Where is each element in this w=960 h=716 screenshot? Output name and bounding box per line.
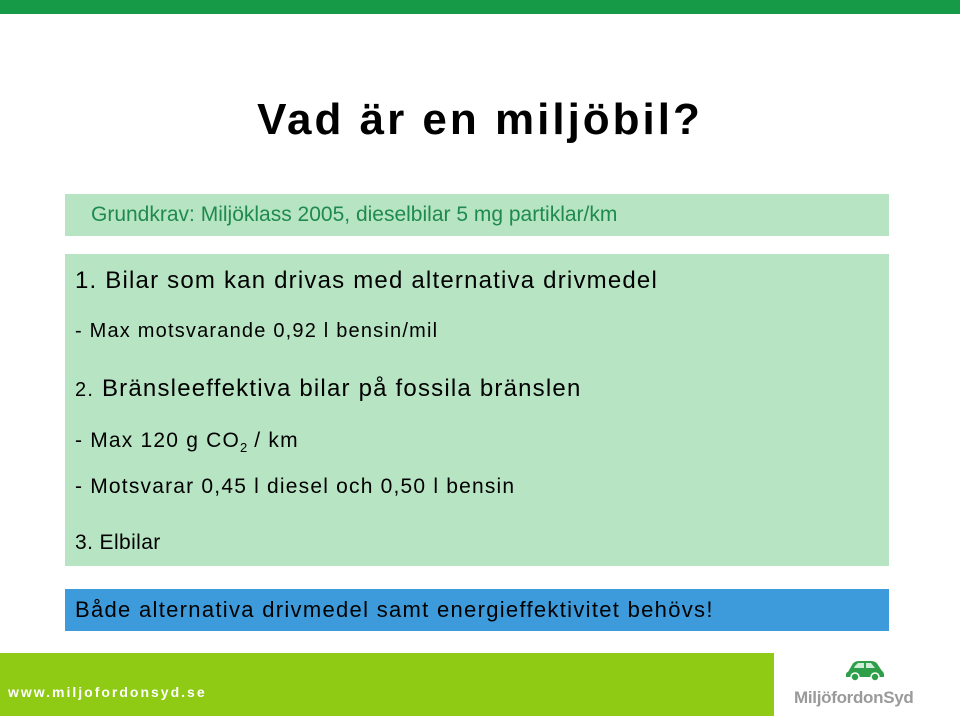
criterion-1-detail: - Max motsvarande 0,92 l bensin/mil [75,320,439,342]
criterion-3-heading: 3. Elbilar [75,531,161,554]
conclusion-box [65,589,889,631]
criterion-2-heading-line [75,374,582,405]
conclusion-text: Både alternativa drivmedel samt energieffektivitet behövs! [75,597,714,622]
criterion-2-detail-equivalent: - Motsvarar 0,45 l diesel och 0,50 l bensin [75,475,516,498]
criterion-1-heading: 1. Bilar som kan drivas med alternativa drivmedel [75,267,659,294]
criterion-2-detail-co2 [75,426,299,463]
criterion-2-number: 2. [75,379,95,401]
top-accent-bar [0,0,960,14]
requirement-text: Grundkrav: Miljöklass 2005, dieselbilar 5 mg partiklar/km [91,203,618,226]
requirement-box [65,194,889,236]
car-icon [844,656,886,682]
criterion-2-heading: Bränsleeffektiva bilar på fossila bränslen [101,375,582,402]
footer-url[interactable]: www.miljofordonsyd.se [8,684,207,700]
criteria-box [65,254,889,566]
logo-text: MiljöfordonSyd [794,688,914,707]
logo [790,652,950,712]
co2-subscript: 2 [240,440,248,455]
page-title: Vad är en miljöbil? [257,95,703,144]
co2-unit-text: / km [247,429,299,452]
footer-bar [0,653,774,716]
co2-limit-text: - Max 120 g CO [75,429,241,452]
